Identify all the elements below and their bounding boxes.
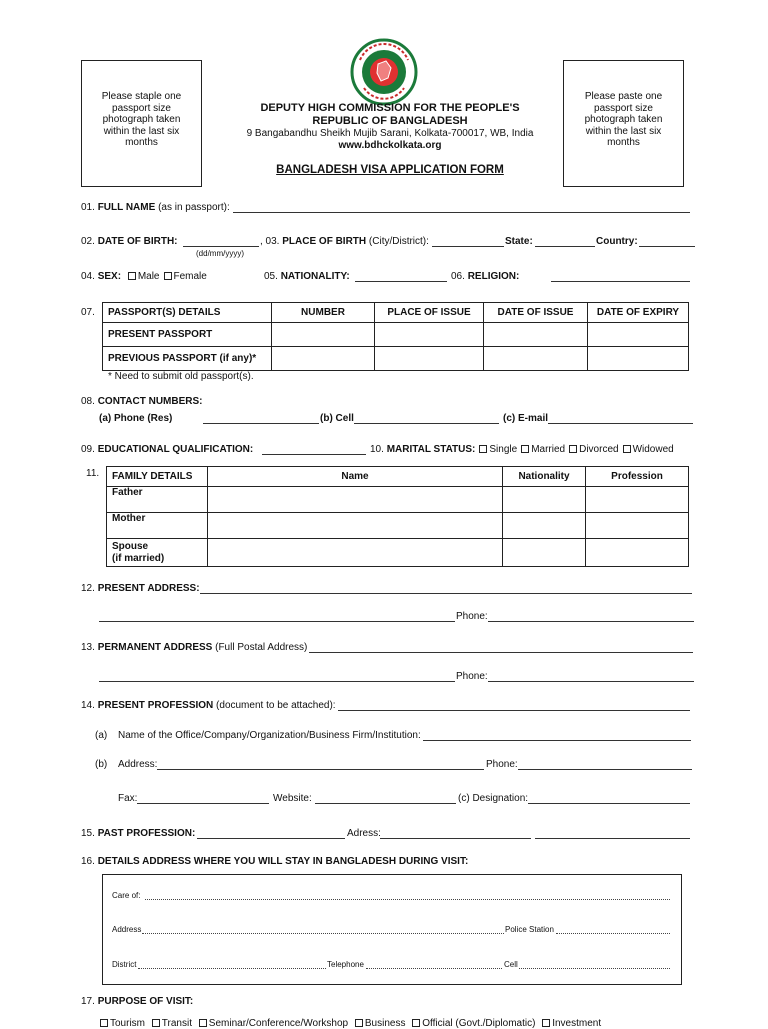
q17-label: PURPOSE OF VISIT: bbox=[97, 996, 194, 1007]
q08-label: CONTACT NUMBERS: bbox=[97, 396, 203, 407]
q13-number: 13. bbox=[81, 642, 95, 653]
q17-row bbox=[81, 996, 193, 1007]
father-nationality-cell[interactable] bbox=[503, 487, 586, 513]
present-address-field-2[interactable] bbox=[99, 621, 455, 622]
photo-instruction-line: within the last six bbox=[585, 125, 662, 137]
photo-instruction-line: months bbox=[607, 137, 640, 148]
government-seal-icon bbox=[350, 38, 418, 106]
q02-label: DATE OF BIRTH: bbox=[97, 236, 178, 247]
sex-male-checkbox[interactable] bbox=[128, 272, 136, 280]
cell-field[interactable] bbox=[354, 423, 499, 424]
stay-cell-label: Cell bbox=[504, 960, 518, 969]
org-address: 9 Bangabandhu Sheikh Mujib Sarani, Kolkata-700017, WB, India bbox=[246, 128, 534, 139]
q16-number: 16. bbox=[81, 856, 95, 867]
q07-number: 07. bbox=[81, 307, 95, 318]
q13-label: PERMANENT ADDRESS bbox=[97, 642, 213, 653]
purpose-transit-label: Transit bbox=[161, 1018, 192, 1029]
purpose-investment-label: Investment bbox=[552, 1018, 602, 1029]
religion-field[interactable] bbox=[551, 281, 690, 282]
q09-row bbox=[81, 444, 253, 455]
state-label: State: bbox=[505, 236, 533, 247]
q14b-label: Address: bbox=[118, 759, 158, 770]
website-label: Website: bbox=[273, 793, 312, 804]
marital-divorced-label: Divorced bbox=[579, 444, 619, 455]
org-name-line2: REPUBLIC OF BANGLADESH bbox=[312, 115, 468, 127]
table-row bbox=[103, 347, 689, 371]
previous-passport-issue-cell[interactable] bbox=[484, 347, 588, 371]
purpose-official-label: Official (Govt./Diplomatic) bbox=[422, 1018, 536, 1029]
marital-married-checkbox[interactable] bbox=[521, 445, 529, 453]
photo-instruction-line: passport size bbox=[112, 102, 171, 114]
office-phone-field[interactable] bbox=[518, 769, 692, 770]
q14-number: 14. bbox=[81, 700, 95, 711]
table-row bbox=[107, 487, 689, 513]
passport-table bbox=[102, 302, 689, 371]
q06-row bbox=[451, 271, 519, 282]
q05-label: NATIONALITY: bbox=[280, 271, 350, 282]
police-station-field[interactable] bbox=[556, 933, 670, 934]
police-station-label: Police Station bbox=[505, 925, 554, 934]
state-field[interactable] bbox=[535, 246, 595, 247]
q14-label: PRESENT PROFESSION bbox=[97, 700, 214, 711]
full-name-field[interactable] bbox=[233, 212, 690, 213]
purpose-seminar-label: Seminar/Conference/Workshop bbox=[208, 1018, 349, 1029]
purpose-seminar-checkbox[interactable] bbox=[199, 1019, 207, 1027]
q10-row bbox=[370, 444, 674, 455]
marital-divorced-checkbox[interactable] bbox=[569, 445, 577, 453]
family-col-details: FAMILY DETAILS bbox=[107, 467, 208, 487]
photo-instruction-line: passport size bbox=[594, 102, 653, 114]
q03-number: , 03. bbox=[260, 236, 280, 247]
sex-male-label: Male bbox=[137, 271, 160, 282]
family-col-name: Name bbox=[208, 467, 503, 487]
marital-married-label: Married bbox=[531, 444, 566, 455]
org-name-line1: DEPUTY HIGH COMMISSION FOR THE PEOPLE'S bbox=[260, 102, 520, 114]
q12-label: PRESENT ADDRESS: bbox=[97, 583, 200, 594]
district-label: District bbox=[112, 960, 137, 969]
photo-instruction-line: Please staple one bbox=[101, 91, 182, 102]
designation-field[interactable] bbox=[528, 803, 690, 804]
photo-instruction-line: months bbox=[125, 137, 158, 148]
present-passport-number-cell[interactable] bbox=[272, 323, 375, 347]
marital-widowed-label: Widowed bbox=[632, 444, 674, 455]
q04-row bbox=[81, 271, 207, 282]
family-row-mother: Mother bbox=[107, 513, 208, 539]
stay-address-field[interactable] bbox=[142, 933, 504, 934]
q01-hint: (as in passport): bbox=[158, 202, 230, 213]
designation-label: (c) Designation: bbox=[458, 793, 529, 804]
past-profession-address-label: Adress: bbox=[347, 828, 381, 839]
country-field[interactable] bbox=[639, 246, 695, 247]
purpose-investment-checkbox[interactable] bbox=[542, 1019, 550, 1027]
spouse-profession-cell[interactable] bbox=[586, 539, 689, 567]
q03-row bbox=[260, 236, 429, 247]
stay-cell-field[interactable] bbox=[519, 968, 670, 969]
passport-table-header bbox=[103, 303, 689, 323]
district-field[interactable] bbox=[138, 968, 326, 969]
father-profession-cell[interactable] bbox=[586, 487, 689, 513]
office-name-field[interactable] bbox=[423, 740, 691, 741]
marital-widowed-checkbox[interactable] bbox=[623, 445, 631, 453]
q13-row bbox=[81, 642, 307, 653]
table-row bbox=[103, 323, 689, 347]
family-table-header bbox=[107, 467, 689, 487]
mother-nationality-cell[interactable] bbox=[503, 513, 586, 539]
q15-row bbox=[81, 828, 195, 839]
telephone-label: Telephone bbox=[327, 960, 364, 969]
marital-single-label: Single bbox=[489, 444, 518, 455]
org-website: www.bdhckolkata.org bbox=[338, 140, 442, 151]
form-title: BANGLADESH VISA APPLICATION FORM bbox=[276, 164, 504, 176]
photo-box-paste bbox=[563, 60, 684, 187]
phone-res-label: (a) Phone (Res) bbox=[99, 413, 173, 424]
q15-label: PAST PROFESSION: bbox=[97, 828, 196, 839]
country-label: Country: bbox=[596, 236, 638, 247]
dob-format-hint: (dd/mm/yyyy) bbox=[196, 249, 244, 258]
permanent-address-field[interactable] bbox=[309, 652, 693, 653]
present-profession-field[interactable] bbox=[338, 710, 690, 711]
q02-row bbox=[81, 236, 178, 247]
q05-number: 05. bbox=[264, 271, 278, 282]
past-profession-address-field-2[interactable] bbox=[535, 838, 690, 839]
q16-label: DETAILS ADDRESS WHERE YOU WILL STAY IN BANGLADESH DURING VISIT: bbox=[97, 856, 469, 867]
father-name-cell[interactable] bbox=[208, 487, 503, 513]
cell-label: (b) Cell bbox=[320, 413, 354, 424]
mother-name-cell[interactable] bbox=[208, 513, 503, 539]
email-field[interactable] bbox=[548, 423, 693, 424]
q03-label: PLACE OF BIRTH bbox=[282, 236, 367, 247]
spouse-label: Spouse bbox=[112, 540, 149, 552]
past-profession-address-field[interactable] bbox=[380, 838, 531, 839]
mother-profession-cell[interactable] bbox=[586, 513, 689, 539]
present-address-field[interactable] bbox=[200, 593, 692, 594]
q16-row bbox=[81, 856, 468, 867]
photo-instruction-line: within the last six bbox=[103, 125, 180, 137]
purpose-transit-checkbox[interactable] bbox=[152, 1019, 160, 1027]
q11-number: 11. bbox=[86, 468, 100, 479]
previous-passport-place-cell[interactable] bbox=[375, 347, 484, 371]
fax-field[interactable] bbox=[137, 803, 269, 804]
q04-label: SEX: bbox=[97, 271, 122, 282]
purpose-business-label: Business bbox=[364, 1018, 406, 1029]
q05-row bbox=[264, 271, 350, 282]
permanent-phone-label: Phone: bbox=[456, 671, 488, 682]
family-table bbox=[106, 466, 689, 567]
passport-col-number: NUMBER bbox=[272, 303, 375, 323]
purpose-tourism-checkbox[interactable] bbox=[100, 1019, 108, 1027]
marital-single-checkbox[interactable] bbox=[479, 445, 487, 453]
nationality-field[interactable] bbox=[355, 281, 447, 282]
place-of-birth-field[interactable] bbox=[432, 246, 504, 247]
q08-row bbox=[81, 396, 203, 407]
photo-instruction-line: Please paste one bbox=[584, 91, 663, 102]
family-row-spouse bbox=[107, 539, 208, 567]
care-of-label: Care of: bbox=[112, 891, 141, 900]
family-row-father: Father bbox=[107, 487, 208, 513]
passport-col-issue-date: DATE OF ISSUE bbox=[484, 303, 588, 323]
office-address-field[interactable] bbox=[157, 769, 484, 770]
permanent-address-field-2[interactable] bbox=[99, 681, 455, 682]
family-col-profession: Profession bbox=[586, 467, 689, 487]
care-of-field[interactable] bbox=[145, 899, 670, 900]
q09-label: EDUCATIONAL QUALIFICATION: bbox=[97, 444, 254, 455]
present-passport-expiry-cell[interactable] bbox=[588, 323, 689, 347]
past-profession-field[interactable] bbox=[197, 838, 345, 839]
previous-passport-number-cell[interactable] bbox=[272, 347, 375, 371]
purpose-business-checkbox[interactable] bbox=[355, 1019, 363, 1027]
passport-row-previous: PREVIOUS PASSPORT (if any)* bbox=[103, 347, 272, 371]
dob-field[interactable] bbox=[183, 246, 259, 247]
q14-row bbox=[81, 700, 336, 711]
phone-res-field[interactable] bbox=[203, 423, 319, 424]
q02-number: 02. bbox=[81, 236, 95, 247]
photo-box-staple bbox=[81, 60, 202, 187]
photo-instruction-line: photograph taken bbox=[584, 114, 663, 125]
photo-instruction-line: photograph taken bbox=[102, 114, 181, 125]
q03-hint: (City/District): bbox=[368, 236, 429, 247]
passport-note: * Need to submit old passport(s). bbox=[108, 371, 254, 382]
website-field[interactable] bbox=[315, 803, 456, 804]
present-phone-label: Phone: bbox=[456, 611, 488, 622]
passport-col-place: PLACE OF ISSUE bbox=[375, 303, 484, 323]
sex-female-checkbox[interactable] bbox=[164, 272, 172, 280]
q06-number: 06. bbox=[451, 271, 465, 282]
passport-col-expiry-date: DATE OF EXPIRY bbox=[588, 303, 689, 323]
q14a-label: Name of the Office/Company/Organization/Business Firm/Institution: bbox=[118, 730, 421, 741]
passport-row-present: PRESENT PASSPORT bbox=[103, 323, 272, 347]
spouse-note: (if married) bbox=[112, 552, 165, 564]
q01-row bbox=[81, 202, 230, 213]
telephone-field[interactable] bbox=[366, 968, 502, 969]
q17-number: 17. bbox=[81, 996, 95, 1007]
table-row bbox=[107, 513, 689, 539]
spouse-name-cell[interactable] bbox=[208, 539, 503, 567]
present-passport-place-cell[interactable] bbox=[375, 323, 484, 347]
q14-hint: (document to be attached): bbox=[216, 700, 336, 711]
q14b-number: (b) bbox=[95, 759, 108, 770]
sex-female-label: Female bbox=[173, 271, 207, 282]
fax-label: Fax: bbox=[118, 793, 138, 804]
passport-col-details: PASSPORT(S) DETAILS bbox=[103, 303, 272, 323]
previous-passport-expiry-cell[interactable] bbox=[588, 347, 689, 371]
purpose-tourism-label: Tourism bbox=[110, 1018, 146, 1029]
q12-row bbox=[81, 583, 200, 594]
q13-hint: (Full Postal Address) bbox=[215, 642, 308, 653]
q10-number: 10. bbox=[370, 444, 384, 455]
present-phone-field[interactable] bbox=[488, 621, 694, 622]
q12-number: 12. bbox=[81, 583, 95, 594]
present-passport-issue-cell[interactable] bbox=[484, 323, 588, 347]
q06-label: RELIGION: bbox=[467, 271, 520, 282]
stay-address-label: Address bbox=[112, 925, 142, 934]
q08-number: 08. bbox=[81, 396, 95, 407]
q09-number: 09. bbox=[81, 444, 95, 455]
q10-label: MARITAL STATUS: bbox=[386, 444, 476, 455]
email-label: (c) E-mail bbox=[503, 413, 549, 424]
q01-number: 01. bbox=[81, 202, 95, 213]
q15-number: 15. bbox=[81, 828, 95, 839]
permanent-phone-field[interactable] bbox=[488, 681, 694, 682]
q14a-number: (a) bbox=[95, 730, 108, 741]
q04-number: 04. bbox=[81, 271, 95, 282]
education-field[interactable] bbox=[262, 454, 366, 455]
table-row bbox=[107, 539, 689, 567]
spouse-nationality-cell[interactable] bbox=[503, 539, 586, 567]
purpose-official-checkbox[interactable] bbox=[412, 1019, 420, 1027]
family-col-nationality: Nationality bbox=[503, 467, 586, 487]
q01-label: FULL NAME bbox=[97, 202, 156, 213]
office-phone-label: Phone: bbox=[486, 759, 518, 770]
